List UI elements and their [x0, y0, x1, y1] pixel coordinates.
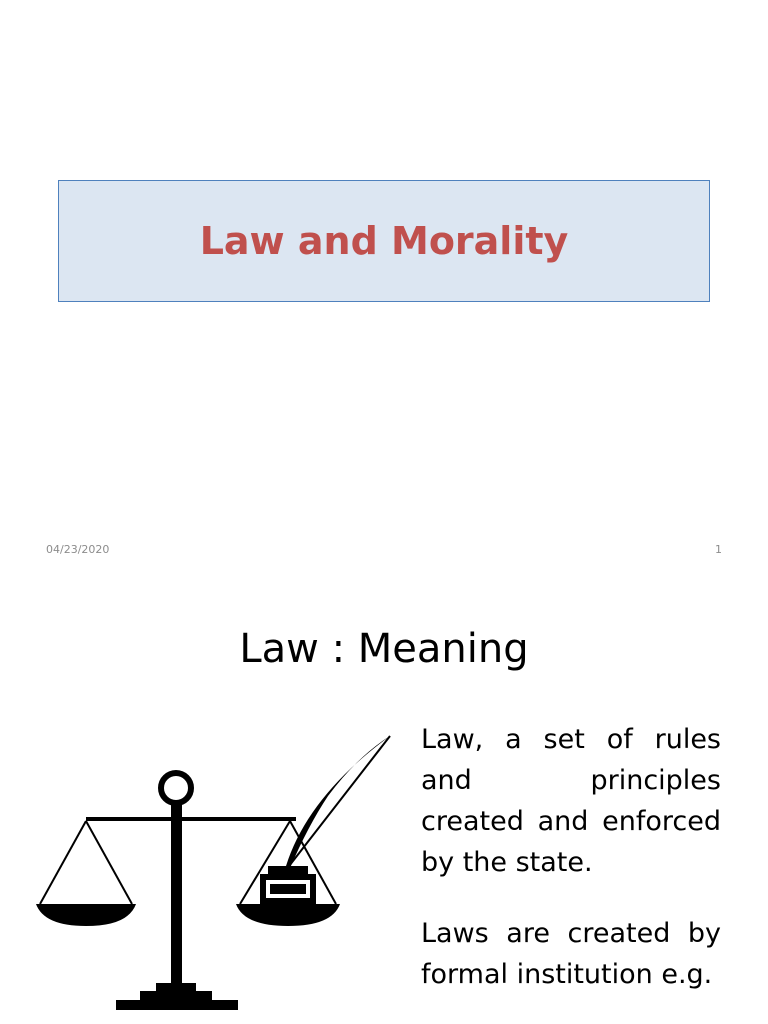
slide-date: 04/23/2020 [46, 543, 110, 556]
title-box [58, 180, 710, 302]
slide-2-body [421, 719, 721, 1024]
slide-number: 1 [715, 543, 722, 556]
paragraph-2: Laws are created by formal institution e.g. [421, 918, 721, 990]
slide-2 [0, 576, 768, 1024]
paragraph-1: Law, a set of rules and principles created and enforced by the state. [421, 724, 721, 878]
slide-2-title: Law : Meaning [239, 626, 529, 672]
slide-title: Law and Morality [199, 219, 569, 263]
scales-of-justice-icon [28, 726, 398, 1016]
